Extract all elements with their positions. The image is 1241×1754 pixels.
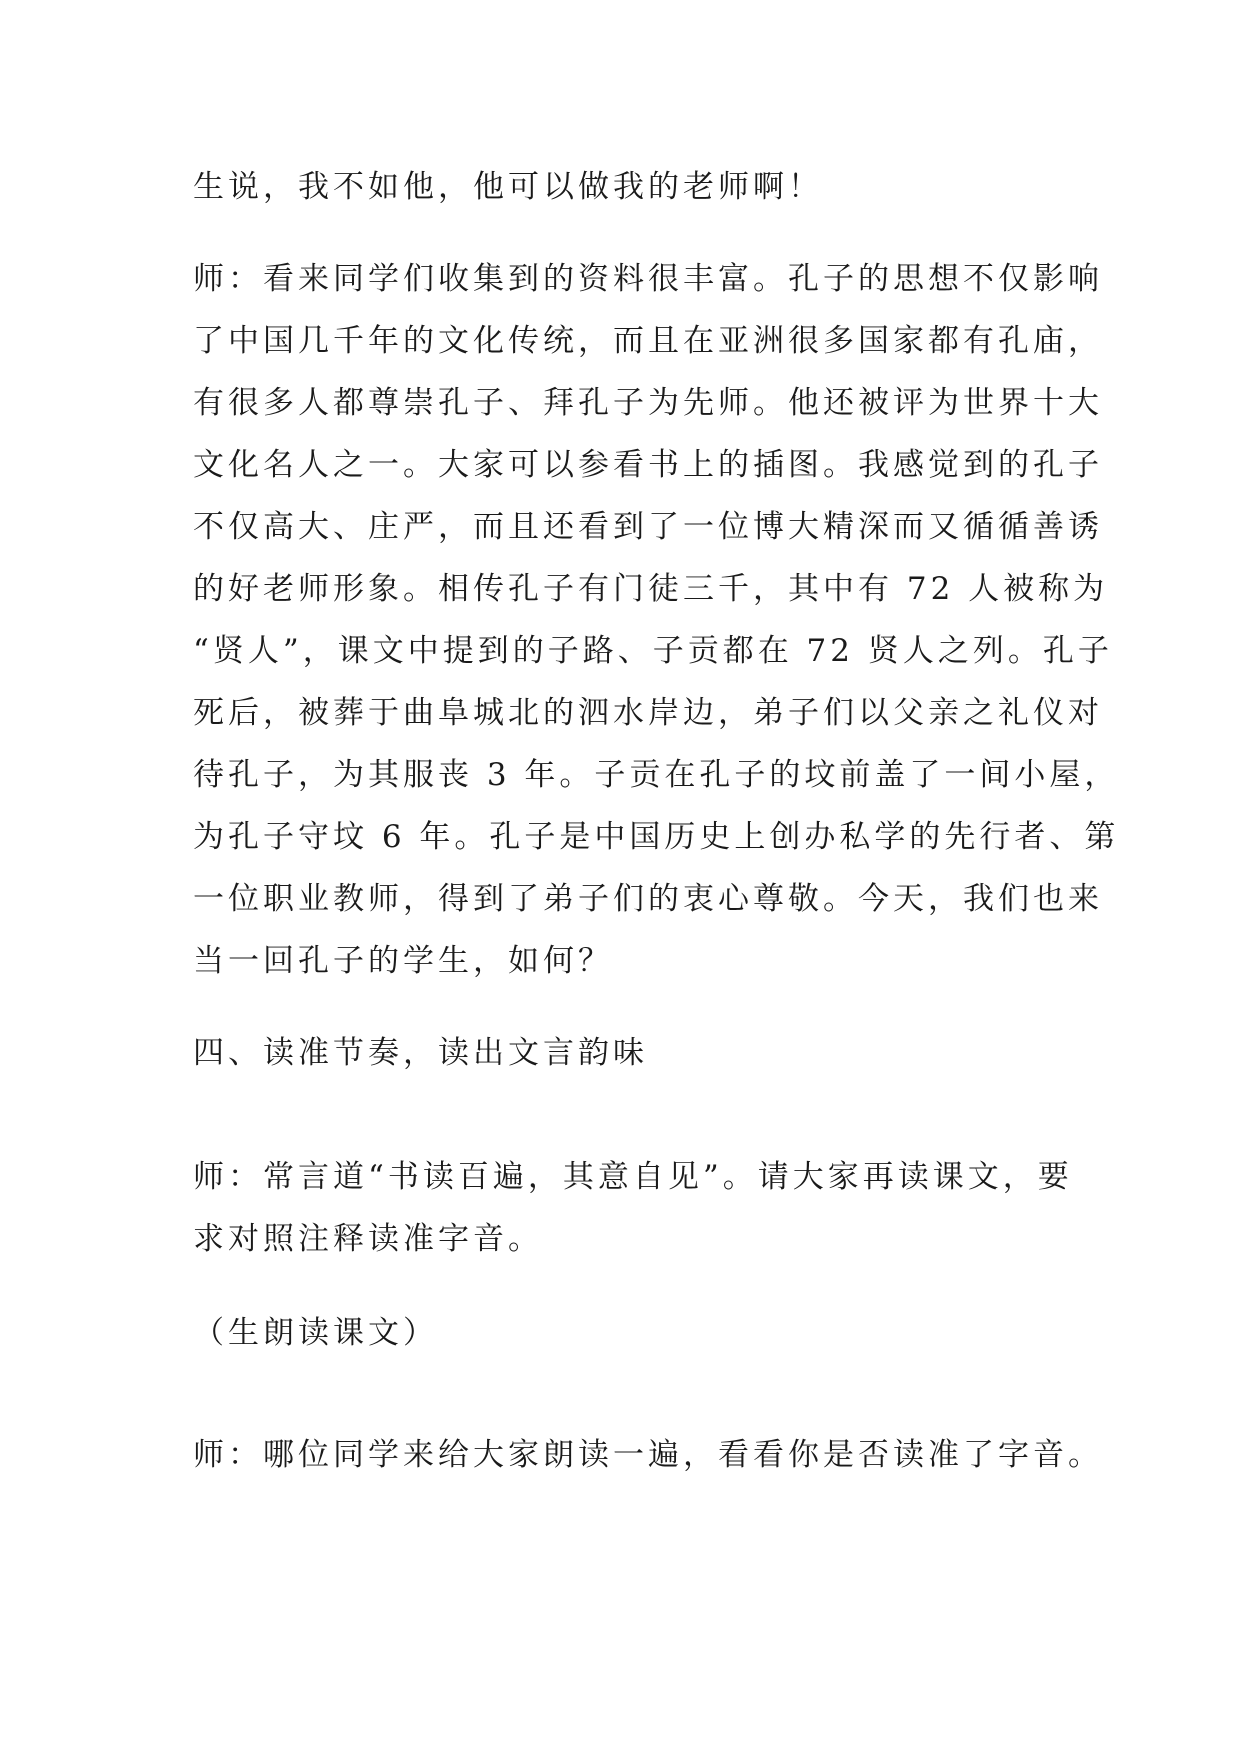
text-line: （生朗读课文） xyxy=(193,1315,438,1351)
text-line: 有很多人都尊崇孔子、拜孔子为先师。他还被评为世界十大 xyxy=(193,385,1103,421)
heading-line: 四、读准节奏，读出文言韵味 xyxy=(193,1035,648,1071)
text-line: 师：哪位同学来给大家朗读一遍，看看你是否读准了字音。 xyxy=(193,1437,1103,1473)
text-line: 了中国几千年的文化传统，而且在亚洲很多国家都有孔庙， xyxy=(193,323,1103,359)
text-line: 的好老师形象。相传孔子有门徒三千，其中有 72 人被称为 xyxy=(193,571,1109,607)
text-line: 文化名人之一。大家可以参看书上的插图。我感觉到的孔子 xyxy=(193,447,1103,483)
text-line: 当一回孔子的学生，如何？ xyxy=(193,943,613,979)
paragraph-teacher-intro xyxy=(193,248,1120,992)
stage-direction xyxy=(193,1302,1073,1364)
text-line: 不仅高大、庄严，而且还看到了一位博大精深而又循循善诱 xyxy=(193,509,1103,545)
text-line: 为孔子守坟 6 年。孔子是中国历史上创办私学的先行者、第 xyxy=(193,819,1120,855)
section-heading xyxy=(193,1022,1073,1084)
text-line: 师：常言道“书读百遍，其意自见”。请大家再读课文，要 xyxy=(193,1159,1073,1195)
text-line: “贤人”，课文中提到的子路、子贡都在 72 贤人之列。孔子 xyxy=(193,633,1113,669)
paragraph-teacher-reading xyxy=(193,1146,1073,1270)
text-line: 生说，我不如他，他可以做我的老师啊！ xyxy=(193,169,823,205)
paragraph-teacher-question xyxy=(193,1424,1103,1486)
text-line: 一位职业教师，得到了弟子们的衷心尊敬。今天，我们也来 xyxy=(193,881,1103,917)
paragraph-continuation xyxy=(193,156,1073,218)
text-line: 求对照注释读准字音。 xyxy=(193,1221,543,1257)
text-line: 死后，被葬于曲阜城北的泗水岸边，弟子们以父亲之礼仪对 xyxy=(193,695,1103,731)
text-line: 待孔子，为其服丧 3 年。子贡在孔子的坟前盖了一间小屋， xyxy=(193,757,1120,793)
text-line: 师：看来同学们收集到的资料很丰富。孔子的思想不仅影响 xyxy=(193,261,1103,297)
